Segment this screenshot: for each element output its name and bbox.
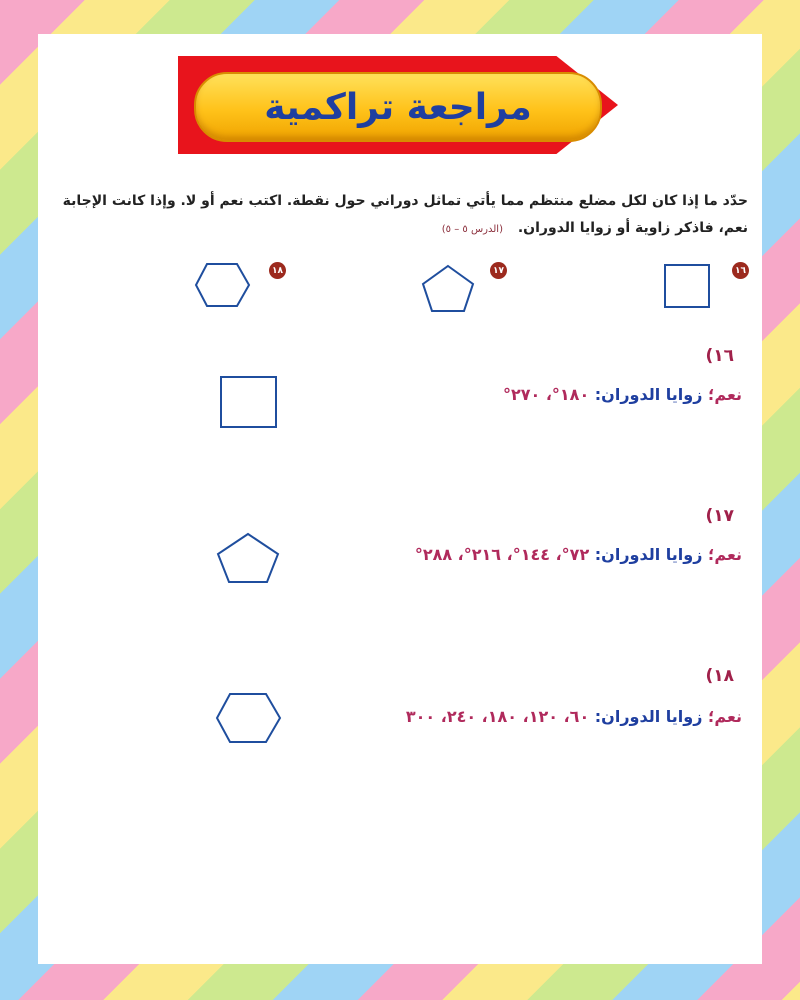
answer-line-18 <box>406 707 742 726</box>
worksheet <box>38 34 762 964</box>
exercise-number-badge-16: ١٦ <box>732 262 749 279</box>
answer-yes-18: نعم؛ <box>708 707 742 726</box>
answer-line-17 <box>415 545 742 564</box>
answer-values-17: ٧٢°، ١٤٤°، ٢١٦°، ٢٨٨° <box>414 545 590 564</box>
answer-number-18: ١٨) <box>705 666 734 686</box>
answer-number-17: ١٧) <box>705 506 734 526</box>
title-banner <box>194 72 602 142</box>
answer-label-17: زوايا الدوران: <box>594 545 703 564</box>
answer-yes-17: نعم؛ <box>708 545 742 564</box>
exercise-number-badge-18: ١٨ <box>269 262 286 279</box>
lesson-reference: (الدرس ٥ – ٥) <box>441 224 503 235</box>
pentagon-answer-shape <box>214 530 282 586</box>
page-title: مراجعة تراكمية <box>264 86 532 128</box>
pentagon-shape-17 <box>418 262 478 314</box>
instructions-text: حدّد ما إذا كان لكل مضلع منتظم مما يأتي تماثل دوراني حول نقطة. اكتب نعم أو لا. وإذا كانت الإجابة نعم، فاذكر زاوية أو زوايا الدوران. <box>62 193 748 236</box>
hexagon-shape-18 <box>193 260 253 310</box>
answer-label-16: زوايا الدوران: <box>594 385 703 404</box>
answer-number-16: ١٦) <box>705 346 734 366</box>
square-shape-16 <box>662 262 714 310</box>
square-answer-shape <box>218 374 280 430</box>
answer-values-16: ١٨٠°، ٢٧٠° <box>502 385 590 404</box>
answer-label-18: زوايا الدوران: <box>594 707 703 726</box>
answer-line-16 <box>503 385 742 404</box>
instructions <box>48 188 748 243</box>
answer-yes-16: نعم؛ <box>708 385 742 404</box>
answer-values-18: ٦٠، ١٢٠، ١٨٠، ٢٤٠، ٣٠٠ <box>405 707 590 726</box>
hexagon-answer-shape <box>214 690 284 746</box>
exercise-number-badge-17: ١٧ <box>490 262 507 279</box>
